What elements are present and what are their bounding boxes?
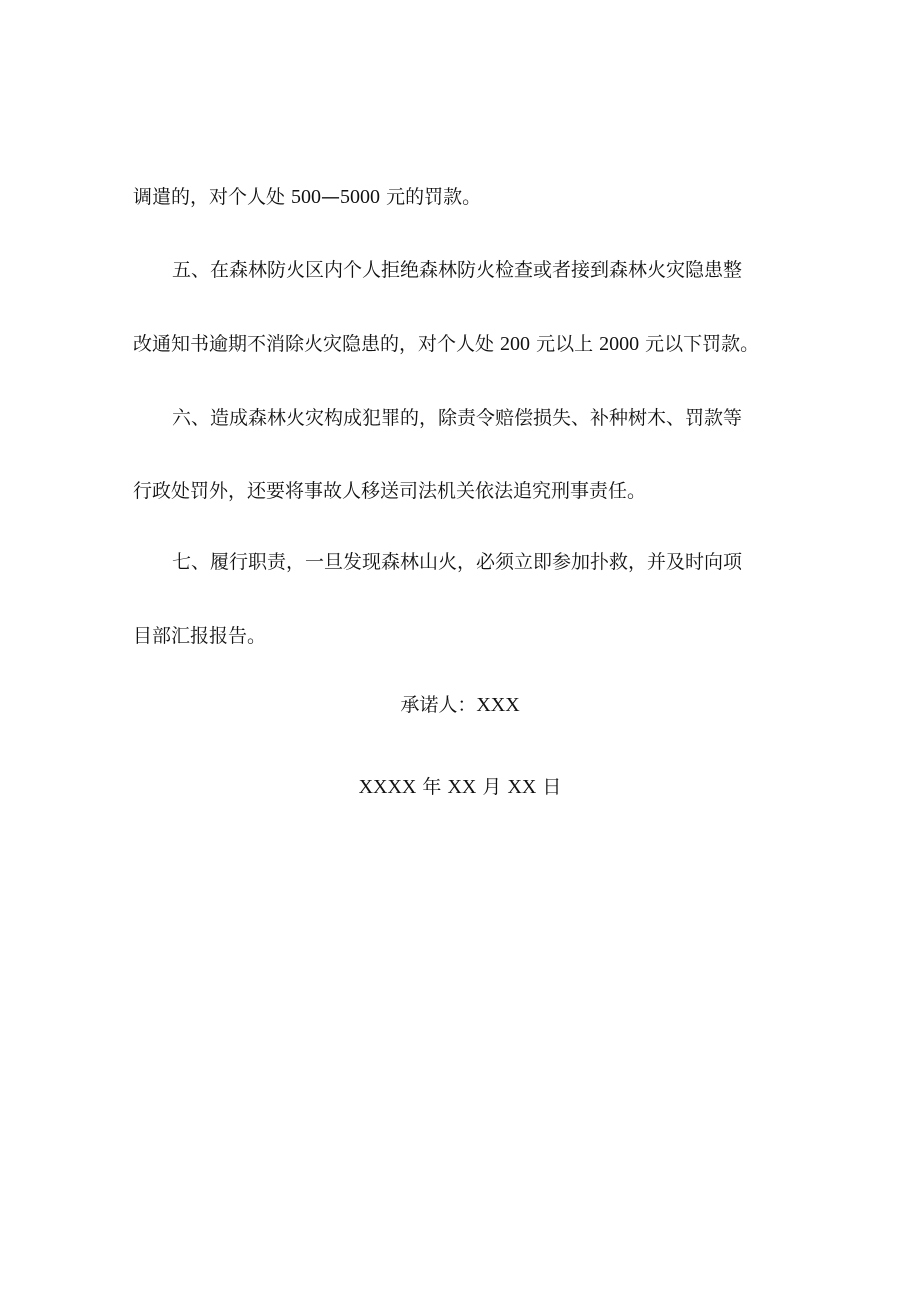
date-day: XX: [507, 776, 537, 798]
date-month-unit: 月: [476, 776, 508, 798]
fine-min-amount: 500: [291, 186, 322, 208]
item-5-line-2: [133, 331, 793, 357]
text-segment: 元以下罚款。: [639, 333, 760, 355]
text-segment: 五、在森林防火区内个人拒绝森林防火检查或者接到森林火灾隐患整: [172, 259, 743, 281]
text-segment: 目部汇报报告。: [133, 625, 267, 647]
date-line: [0, 774, 920, 800]
text-segment: 调遣的，对个人处: [133, 186, 292, 208]
text-segment: 改通知书逾期不消除火灾隐患的，对个人处: [133, 333, 501, 355]
item-6-line-1: [172, 405, 793, 431]
text-segment: 六、造成森林火灾构成犯罪的，除责令赔偿损失、补种树木、罚款等: [172, 407, 743, 429]
text-segment: 七、履行职责，一旦发现森林山火，必须立即参加扑救，并及时向项: [172, 551, 743, 573]
range-dash: —: [321, 186, 341, 208]
text-segment: 元以上: [530, 333, 600, 355]
item-6-line-2: [133, 478, 793, 504]
paragraph-continuation-line: [133, 184, 793, 210]
item-7-line-2: [133, 623, 793, 649]
date-month: XX: [447, 776, 477, 798]
date-day-unit: 日: [536, 776, 562, 798]
fine-max-amount: 2000: [599, 333, 640, 355]
signature-line: [0, 692, 920, 718]
signature-label: 承诺人：: [400, 694, 477, 716]
fine-max-amount: 5000: [340, 186, 381, 208]
date-year-unit: 年: [416, 776, 448, 798]
fine-min-amount: 200: [500, 333, 531, 355]
signature-name: XXX: [476, 694, 520, 716]
item-7-line-1: [172, 549, 793, 575]
date-year: XXXX: [358, 776, 417, 798]
text-segment: 行政处罚外，还要将事故人移送司法机关依法追究刑事责任。: [133, 480, 647, 502]
item-5-line-1: [172, 257, 793, 283]
text-segment: 元的罚款。: [380, 186, 482, 208]
